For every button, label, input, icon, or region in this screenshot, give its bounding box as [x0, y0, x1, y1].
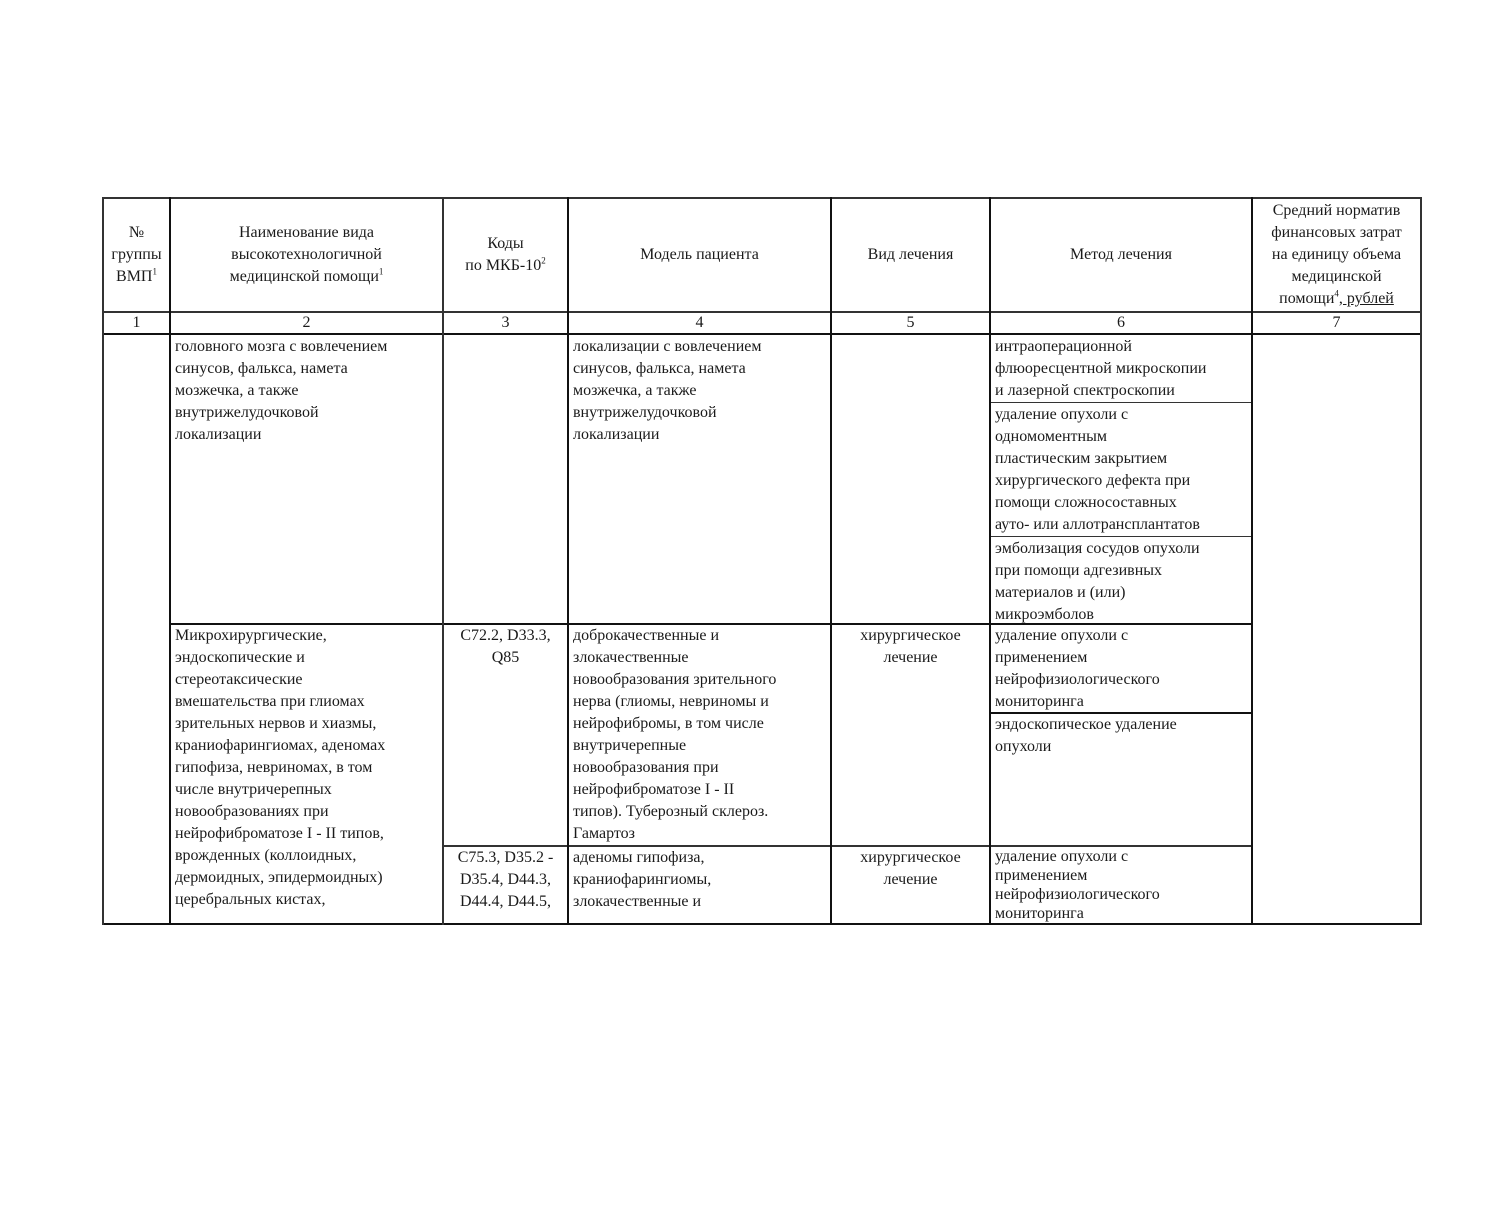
patient-model-cell: доброкачественные и злокачественные новообразования зрительного нерва (глиомы, невриномы и нейрофибромы, в том числе внутричерепные новообразования при нейрофиброматозе I - II типов). Туберозный склероз. Гамартоз — [573, 627, 777, 842]
header-care-type — [171, 199, 442, 311]
column-number: 4 — [695, 314, 704, 331]
treatment-type-cell: хирургическое лечение — [860, 849, 961, 888]
treatment-method-cell: интраоперационной флюоресцентной микроскопии и лазерной спектроскопии — [995, 338, 1207, 399]
method-divider-1 — [990, 402, 1252, 403]
header-label: Наименование вида высокотехнологичной медицинской помощи — [229, 224, 382, 285]
header-icd-codes — [444, 199, 567, 311]
patient-model-cell: аденомы гипофиза, краниофарингиомы, злокачественные и — [573, 849, 712, 910]
column-number: 5 — [906, 314, 915, 331]
header-label: Коды по МКБ-10 — [465, 235, 542, 274]
header-treatment-type — [832, 199, 989, 311]
column-number: 2 — [302, 314, 311, 331]
footnote-mark: 4 — [1334, 288, 1339, 299]
method-divider-2 — [990, 536, 1252, 537]
column-number: 3 — [501, 314, 510, 331]
header-label: Метод лечения — [1070, 246, 1172, 263]
patient-model-cell: локализации с вовлечением синусов, фалькса, намета мозжечка, а также внутрижелудочковой локализации — [573, 338, 762, 443]
care-type-cell: головного мозга с вовлечением синусов, фалькса, намета мозжечка, а также внутрижелудочковой локализации — [175, 338, 388, 443]
footnote-mark: 1 — [378, 266, 384, 277]
header-average-cost — [1253, 199, 1420, 311]
treatment-method-cell: удаление опухоли с применением нейрофизиологического мониторинга — [995, 627, 1160, 710]
column-number: 7 — [1332, 314, 1341, 331]
treatment-method-cell: удаление опухоли с одномоментным пластическим закрытием хирургического дефекта при помощи сложносоставных ауто- или аллотрансплантатов — [995, 406, 1200, 533]
header-label: № группы ВМП — [111, 224, 162, 285]
table-bottom-border — [102, 923, 1422, 925]
footnote-mark: 2 — [541, 255, 546, 266]
column-number: 6 — [1117, 314, 1125, 331]
treatment-method-cell: эмболизация сосудов опухоли при помощи адгезивных материалов и (или) микроэмболов — [995, 540, 1200, 623]
header-group-number — [104, 199, 169, 311]
header-label-suffix: , рублей — [1338, 290, 1394, 307]
icd-codes-cell: C75.3, D35.2 - D35.4, D44.3, D44.4, D44.5, — [457, 849, 554, 910]
icd-codes-cell: C72.2, D33.3, Q85 — [460, 627, 551, 666]
header-treatment-method — [991, 199, 1251, 311]
treatment-method-cell: эндоскопическое удаление опухоли — [995, 716, 1177, 755]
footnote-mark: 1 — [152, 266, 157, 277]
column-number: 1 — [132, 314, 141, 331]
header-patient-model — [569, 199, 830, 311]
colnum-bottom-border — [102, 333, 1422, 335]
header-label: Вид лечения — [867, 246, 954, 263]
treatment-type-cell: хирургическое лечение — [860, 627, 961, 666]
care-type-cell: Микрохирургические, эндоскопические и стереотаксические вмешательства при глиомах зрительных нервов и хиазмы, краниофарингиомах, аденомах гипофиза, невриномах, в том числе внутричерепных новообразованиях при нейрофиброматозе I - II типов, врожденных (коллоидных, дермоидных, эпидермоидных) церебральных кистах, — [175, 627, 386, 908]
header-label: Средний норматив финансовых затрат на единицу объема медицинской помощи — [1271, 202, 1402, 307]
header-label: Модель пациента — [640, 246, 759, 263]
treatment-method-cell: удаление опухоли с применением нейрофизиологического мониторинга — [995, 848, 1160, 922]
table-right-border — [1420, 197, 1422, 925]
